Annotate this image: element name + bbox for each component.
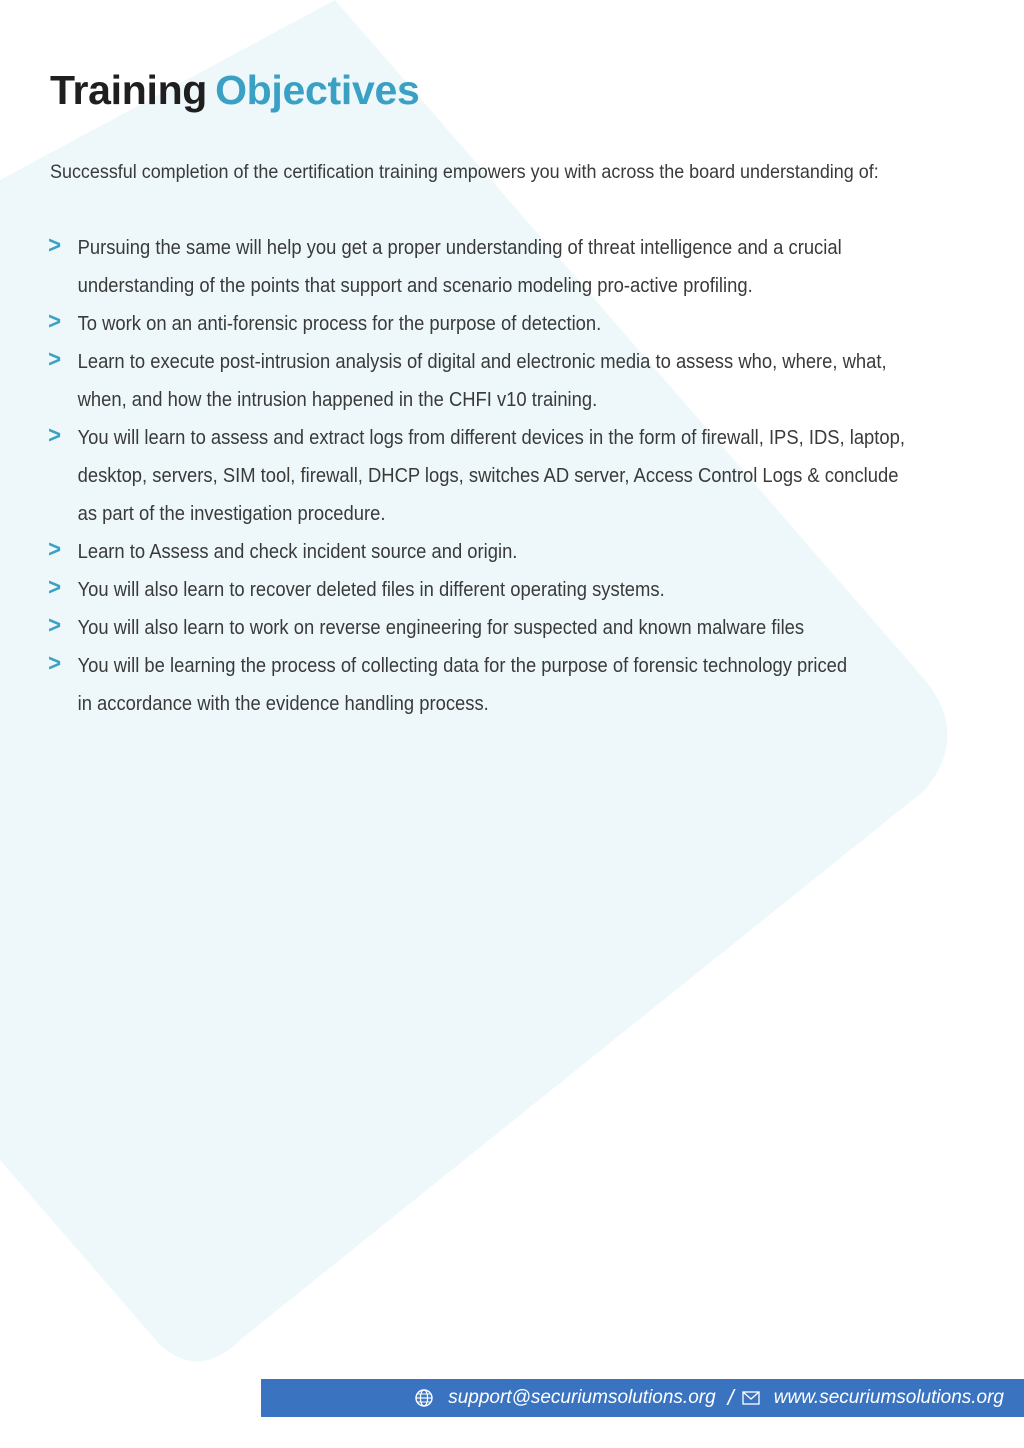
objective-item	[50, 571, 979, 609]
objective-item	[50, 647, 979, 723]
footer-separator: /	[727, 1385, 734, 1410]
objective-text-line: when, and how the intrusion happened in the CHFI v10 training.	[77, 389, 598, 411]
objectives-list	[50, 229, 979, 723]
intro-paragraph: Successful completion of the certification training empowers you with across the board understanding of:	[50, 161, 879, 183]
footer-contact-bar	[261, 1379, 1024, 1417]
chevron-right-icon: >	[48, 346, 62, 373]
objective-item	[50, 229, 979, 305]
page-title	[50, 66, 419, 114]
title-part-objectives: Objectives	[215, 67, 420, 113]
chevron-right-icon: >	[48, 650, 62, 677]
title-part-training: Training	[50, 67, 208, 113]
mail-icon	[742, 1391, 760, 1405]
footer-contact-info	[414, 1379, 1004, 1417]
objective-item	[50, 533, 979, 571]
objective-item	[50, 305, 979, 343]
support-email-link[interactable]: support@securiumsolutions.org	[448, 1387, 716, 1408]
objective-item	[50, 609, 979, 647]
objective-text-line: desktop, servers, SIM tool, firewall, DHCP logs, switches AD server, Access Control Logs & conclude	[77, 465, 899, 487]
objective-text-line: You will also learn to recover deleted files in different operating systems.	[77, 579, 665, 601]
website-link[interactable]: www.securiumsolutions.org	[773, 1387, 1004, 1408]
chevron-right-icon: >	[48, 422, 62, 449]
objective-text-line: You will be learning the process of collecting data for the purpose of forensic technology priced	[77, 655, 848, 677]
objective-text-line: as part of the investigation procedure.	[77, 503, 386, 525]
objective-text-line: Learn to Assess and check incident source and origin.	[77, 541, 518, 563]
chevron-right-icon: >	[48, 536, 62, 563]
objective-text-line: understanding of the points that support and scenario modeling pro-active profiling.	[77, 275, 753, 297]
objective-text-line: To work on an anti-forensic process for the purpose of detection.	[77, 313, 602, 335]
objective-text-line: in accordance with the evidence handling process.	[77, 693, 489, 715]
objective-item	[50, 343, 979, 419]
objective-text-line: You will learn to assess and extract logs from different devices in the form of firewall, IPS, IDS, laptop,	[77, 427, 905, 449]
chevron-right-icon: >	[48, 232, 62, 259]
objective-text-line: Learn to execute post-intrusion analysis of digital and electronic media to assess who, where, what,	[77, 351, 887, 373]
globe-icon	[414, 1388, 434, 1408]
objective-item	[50, 419, 979, 533]
chevron-right-icon: >	[48, 308, 62, 335]
chevron-right-icon: >	[48, 574, 62, 601]
chevron-right-icon: >	[48, 612, 62, 639]
objective-text-line: You will also learn to work on reverse engineering for suspected and known malware files	[77, 617, 805, 639]
objective-text-line: Pursuing the same will help you get a proper understanding of threat intelligence and a crucial	[77, 237, 842, 259]
